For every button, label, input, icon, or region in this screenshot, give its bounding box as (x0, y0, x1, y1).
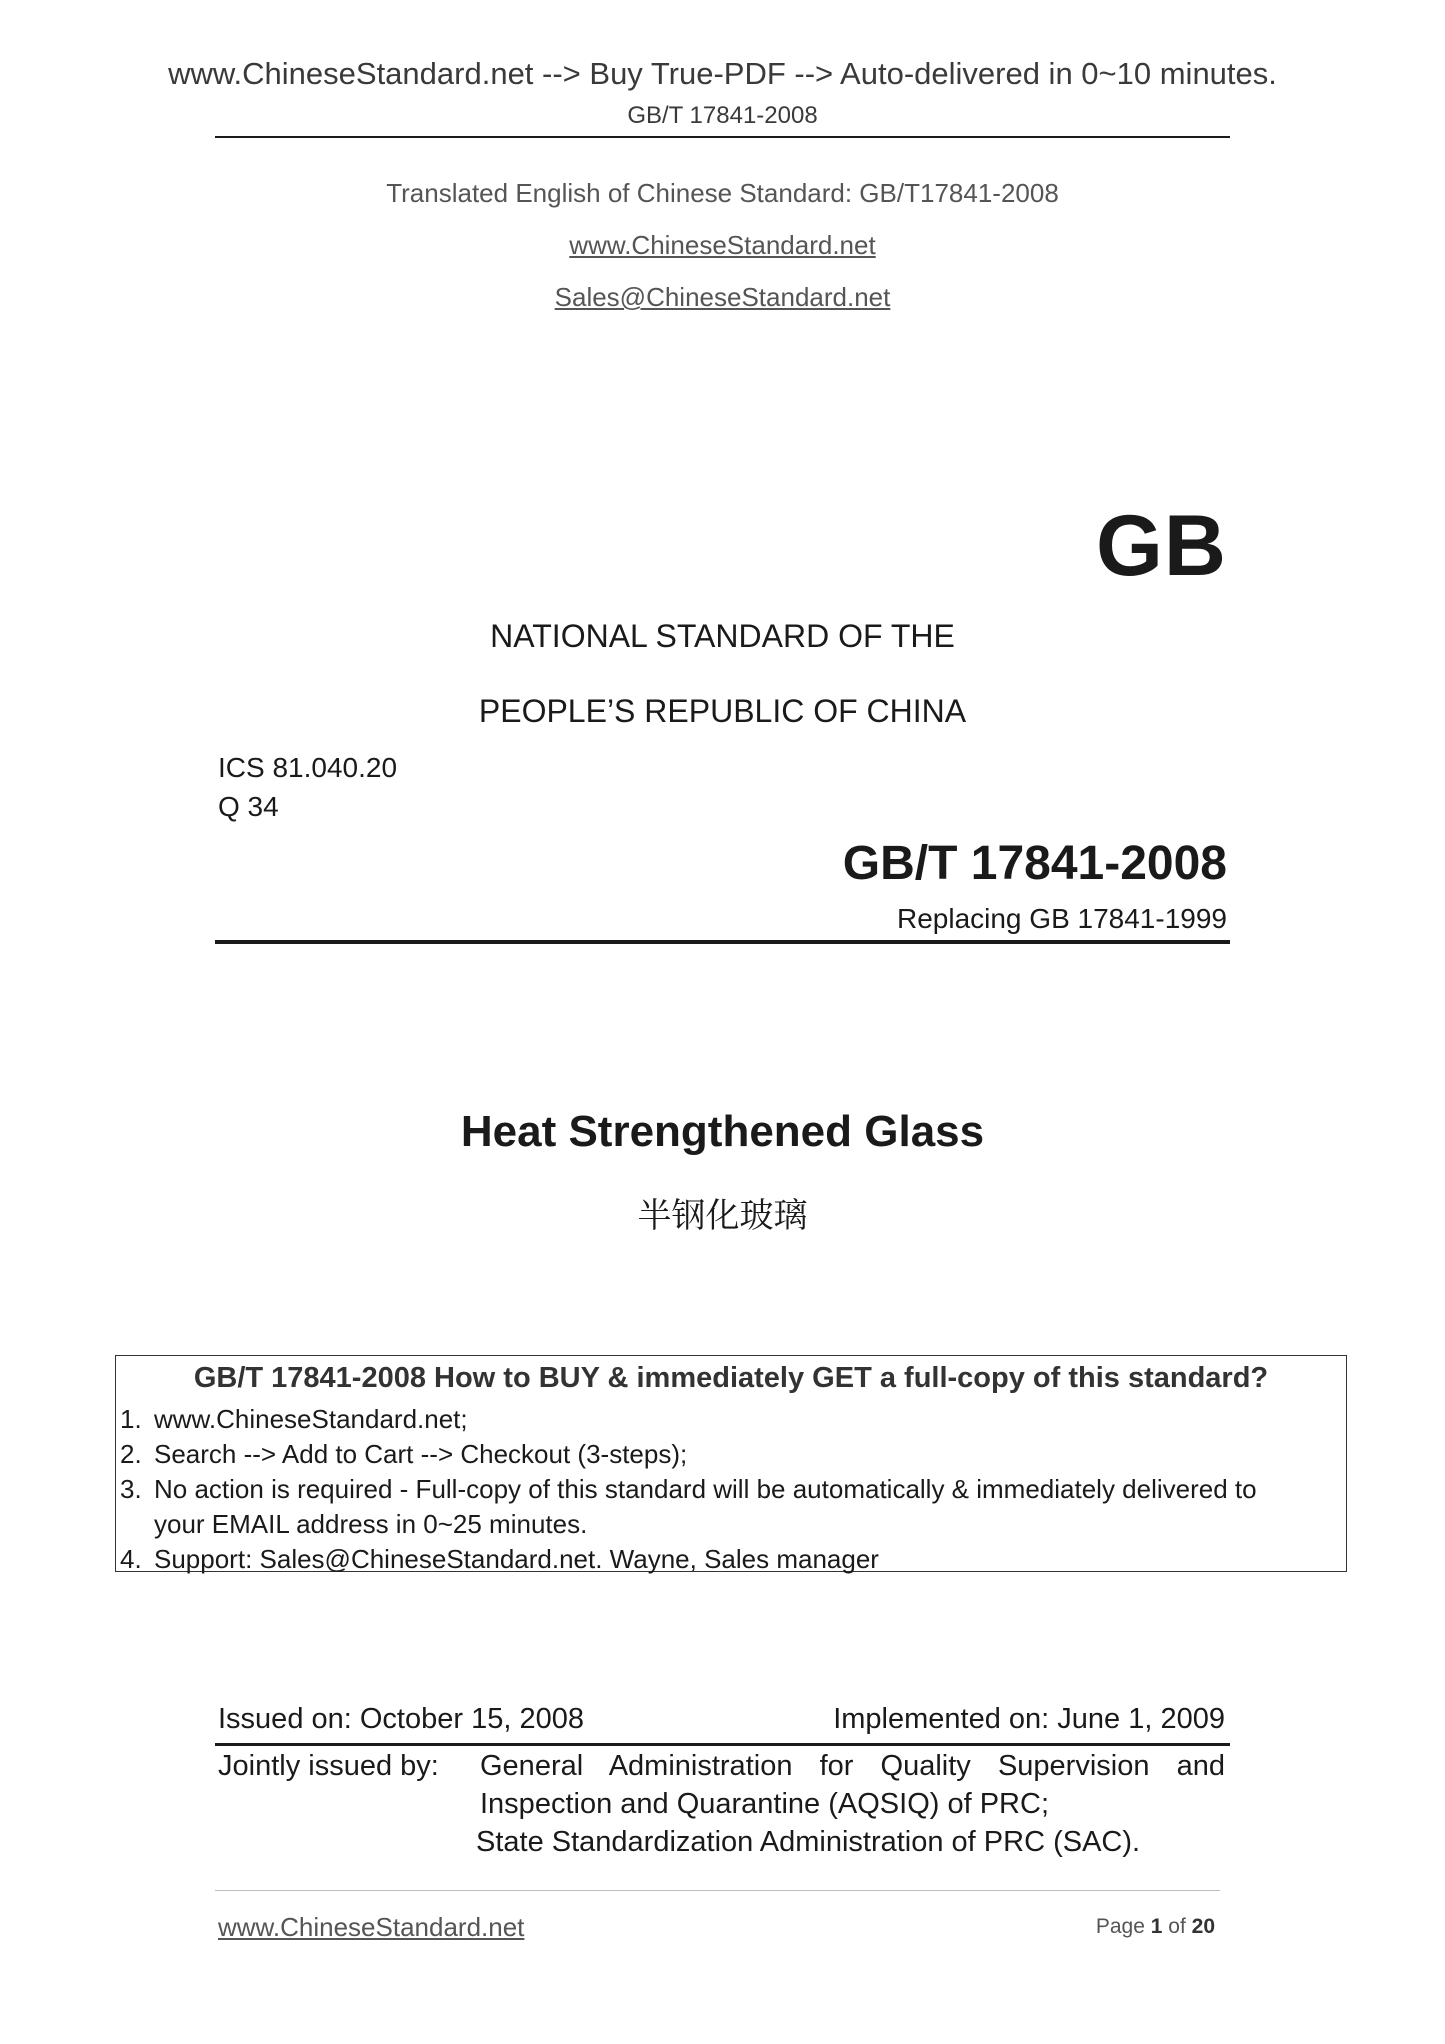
header-standard-code: GB/T 17841-2008 (627, 102, 818, 129)
national-standard-line-1: NATIONAL STANDARD OF THE (490, 618, 955, 654)
buy-instructions-box (115, 1355, 1347, 1572)
standard-code: GB/T 17841-2008 (842, 837, 1227, 890)
jointly-issued-label: Jointly issued by: (218, 1750, 439, 1782)
page-total: 20 (1191, 1915, 1215, 1938)
implemented-on-date: Implemented on: June 1, 2009 (833, 1703, 1225, 1735)
document-title-english: Heat Strengthened Glass (460, 1107, 985, 1156)
ics-code: ICS 81.040.20 (218, 752, 398, 783)
buy-step (120, 1404, 468, 1435)
gb-mark: GB (1096, 498, 1227, 594)
footer-site-link[interactable]: www.ChineseStandard.net (218, 1912, 525, 1942)
header-banner: www.ChineseStandard.net --> Buy True-PDF --> Auto-delivered in 0~10 minutes. (168, 56, 1277, 91)
national-standard-line-2: PEOPLE’S REPUBLIC OF CHINA (478, 693, 967, 729)
replacing-standard: Replacing GB 17841-1999 (896, 903, 1227, 934)
step-text: Search --> Add to Cart --> Checkout (3-steps); (154, 1439, 688, 1469)
page-current: 1 (1150, 1915, 1163, 1938)
step-number: 3. (120, 1474, 142, 1504)
issuer-line: General Administration for Quality Supervision and (480, 1750, 1225, 1782)
page-number (1096, 1915, 1215, 1939)
issuer-line: State Standardization Administration of PRC (SAC). (476, 1826, 1141, 1858)
q-code: Q 34 (218, 791, 279, 822)
step-text: www.ChineseStandard.net; (154, 1404, 468, 1434)
page-of: of (1168, 1915, 1186, 1938)
footer-link-container (218, 1912, 524, 1943)
page-label: Page (1095, 1915, 1145, 1938)
buy-box-title: GB/T 17841-2008 How to BUY & immediately GET a full-copy of this standard? (193, 1362, 1269, 1394)
step-number: 2. (120, 1439, 142, 1469)
issued-on-date: Issued on: October 15, 2008 (218, 1703, 584, 1735)
step-text: your EMAIL address in 0~25 minutes. (154, 1509, 588, 1539)
site-link[interactable]: www.ChineseStandard.net (569, 230, 876, 260)
header-divider (215, 136, 1230, 138)
issuance-divider (215, 1743, 1230, 1746)
translated-notice: Translated English of Chinese Standard: GB/T17841-2008 (386, 178, 1059, 208)
buy-step (120, 1439, 687, 1470)
buy-step (120, 1544, 879, 1575)
step-number: 1. (120, 1404, 142, 1434)
sales-email-container (0, 282, 1445, 313)
cover-divider (215, 940, 1230, 944)
step-text: No action is required - Full-copy of this standard will be automatically & immediately delivered to (154, 1474, 1257, 1504)
step-number: 4. (120, 1544, 142, 1574)
sales-email-link[interactable]: Sales@ChineseStandard.net (554, 282, 891, 312)
document-title-chinese: 半钢化玻璃 (637, 1196, 808, 1236)
buy-step (120, 1474, 1257, 1505)
issuer-line: Inspection and Quarantine (AQSIQ) of PRC; (480, 1788, 1049, 1820)
step-text: Support: Sales@ChineseStandard.net. Wayne, Sales manager (154, 1544, 879, 1574)
buy-step-continuation (120, 1509, 587, 1540)
site-link-container (0, 230, 1445, 261)
footer-divider (215, 1890, 1220, 1891)
